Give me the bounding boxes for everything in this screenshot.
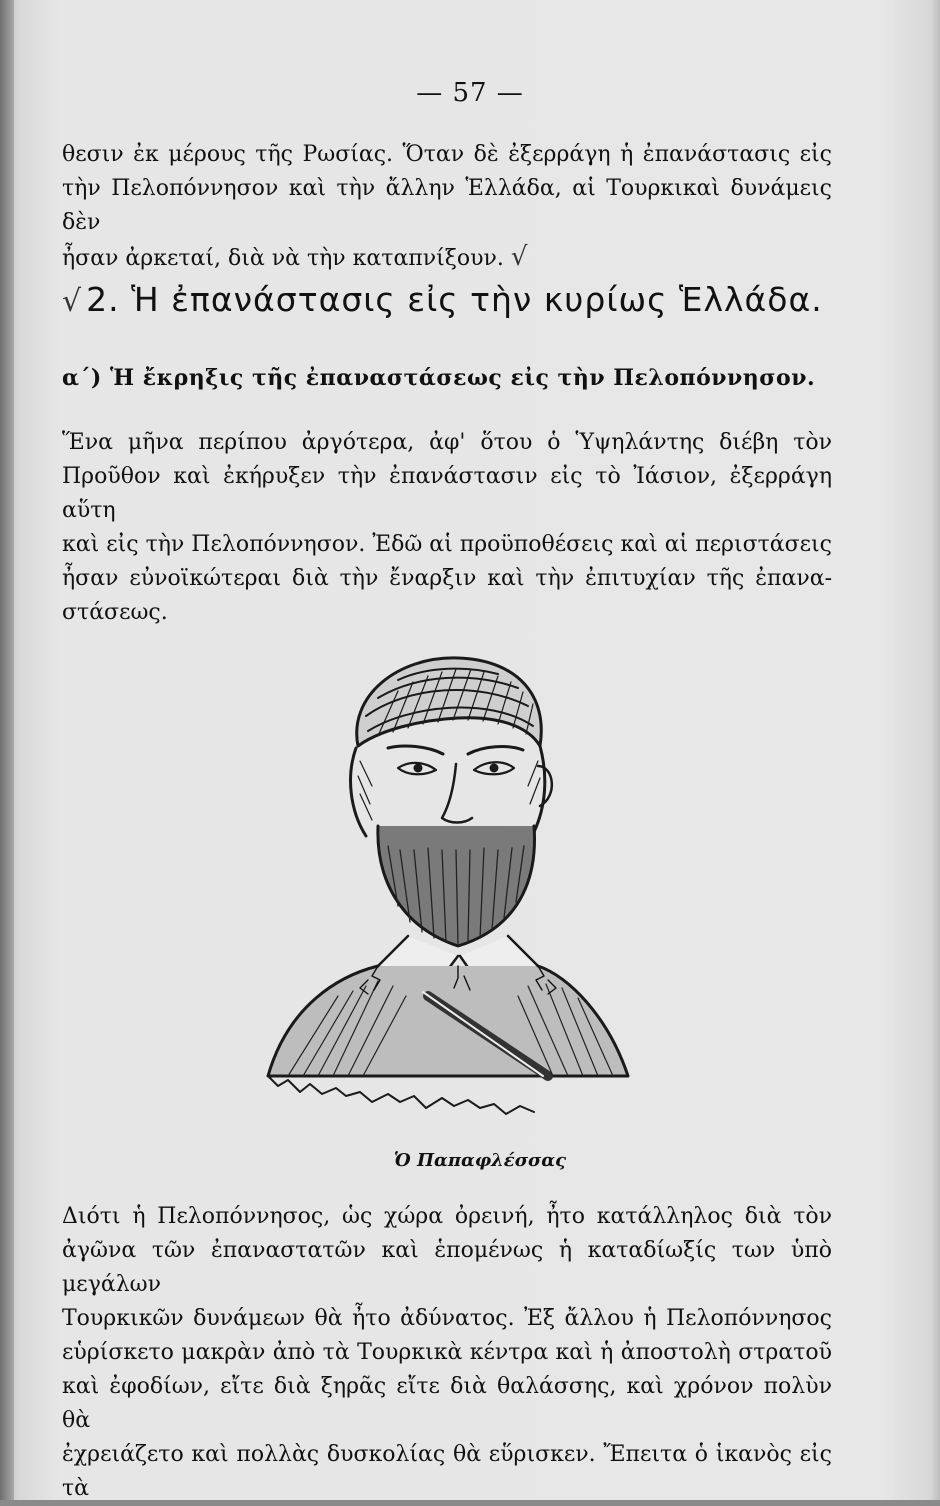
paragraph-line: στάσεως. xyxy=(62,600,168,625)
paragraph-line: θεσιν ἐκ μέρους τῆς Ρωσίας. Ὅταν δὲ ἐξερράγη ἡ ἐπανάστασις εἰς xyxy=(62,142,832,167)
page-number: — 57 — xyxy=(416,78,524,108)
paragraph-line: ἀγῶνα τῶν ἐπαναστατῶν καὶ ἑπομένως ἡ καταδίωξίς των ὑπὸ μεγάλων xyxy=(62,1238,832,1297)
paragraph-line: καὶ ἐφοδίων, εἴτε διὰ ξηρᾶς εἴτε διὰ θαλάσσης, καὶ χρόνον πολὺν θὰ xyxy=(62,1374,832,1433)
middle-paragraph xyxy=(62,426,832,630)
paragraph-line: Προῦθον καὶ ἐκήρυξεν τὴν ἐπανάστασιν εἰς τὸ Ἰάσιον, ἐξερράγη αὕτη xyxy=(62,464,832,523)
bottom-paragraph xyxy=(62,1200,832,1506)
paragraph-line: ἦσαν εὐνοϊκώτεραι διὰ τὴν ἔναρξιν καὶ τὴν ἐπιτυχίαν τῆς ἐπανα- xyxy=(62,566,832,591)
paragraph-line: Διότι ἡ Πελοπόννησος, ὡς χώρα ὀρεινή, ἦτο κατάλληλος διὰ τὸν xyxy=(62,1204,832,1229)
binding-edge xyxy=(0,0,14,1500)
portrait-caption: Ὁ Παπαφλέσσας xyxy=(393,1150,567,1171)
section-heading-text: 2. Ἡ ἐπανάστασις εἰς τὴν κυρίως Ἑλλάδα. xyxy=(86,280,823,319)
paragraph-line: εὑρίσκετο μακρὰν ἀπὸ τὰ Τουρκικὰ κέντρα καὶ ἡ ἀποστολὴ στρατοῦ xyxy=(62,1340,832,1365)
paragraph-line: Τουρκικῶν δυνάμεων θὰ ἦτο ἀδύνατος. Ἐξ ἄλλου ἡ Πελοπόννησος xyxy=(62,1306,832,1331)
top-paragraph xyxy=(62,138,832,276)
paragraph-line: ἐχρειάζετο καὶ πολλὰς δυσκολίας θὰ εὕρισκεν. Ἔπειτα ὁ ἱκανὸς εἰς τὰ xyxy=(62,1442,832,1501)
paragraph-line-last xyxy=(62,240,832,276)
subsection-heading: α΄) Ἡ ἔκρηξις τῆς ἐπαναστάσεως εἰς τὴν Πελοπόννησον. xyxy=(62,365,816,391)
paragraph-line-text: ἦσαν ἀρκεταί, διὰ νὰ τὴν καταπνίξουν. xyxy=(62,246,504,271)
section-heading xyxy=(62,280,822,319)
check-mark-icon: √ xyxy=(62,284,83,319)
paragraph-line: καὶ εἰς τὴν Πελοπόννησον. Ἐδῶ αἱ προϋποθέσεις καὶ αἱ περιστάσεις xyxy=(62,532,832,557)
portrait-illustration xyxy=(228,636,648,1126)
paragraph-line: τὴν Πελοπόννησον καὶ τὴν ἄλλην Ἑλλάδα, αἱ Τουρκικαὶ δυνάμεις δὲν xyxy=(62,176,832,235)
paragraph-line: Ἕνα μῆνα περίπου ἀργότερα, ἀφ' ὅτου ὁ Ὑψηλάντης διέβη τὸν xyxy=(62,430,832,455)
check-mark-icon: √ xyxy=(510,242,528,272)
